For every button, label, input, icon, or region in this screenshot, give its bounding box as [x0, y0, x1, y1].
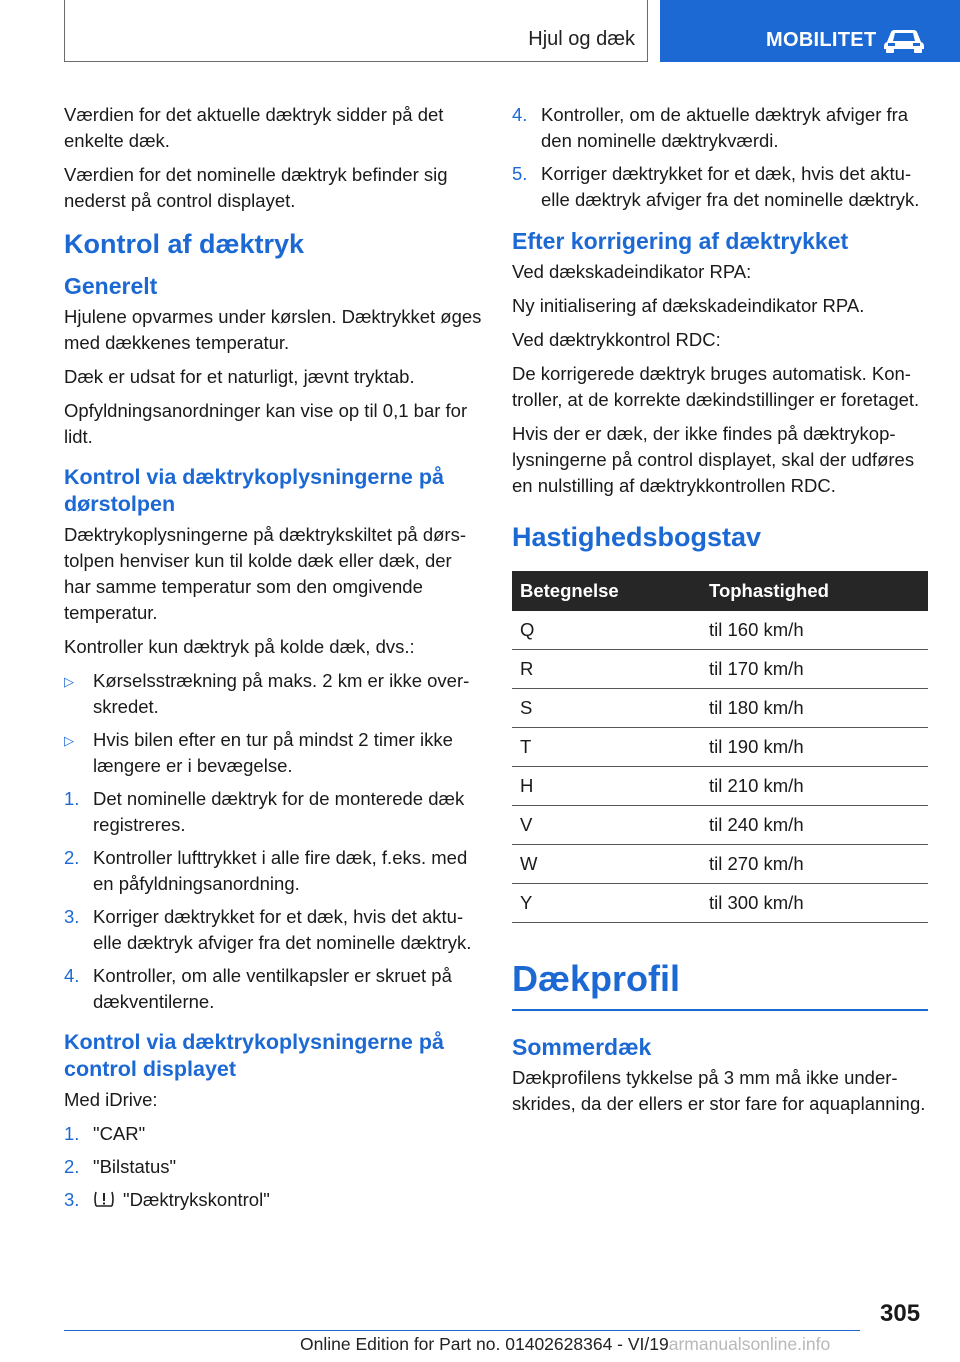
table-cell: til 210 km/h: [702, 767, 928, 806]
table-cell: T: [512, 728, 702, 767]
table-header-row: [512, 571, 928, 611]
chapter-tab: [660, 0, 960, 62]
footer-edition: [300, 1334, 830, 1355]
watermark: armanualsonline.info: [668, 1334, 831, 1354]
list-item: [64, 727, 482, 779]
intro-paragraph: Værdien for det nominelle dæktryk befinder sig nederst på control displayet.: [64, 164, 448, 211]
paragraph: Dæktrykoplysningerne på dæktrykskiltet på dørstolpen henviser kun til kolde dæk eller dæk, der har samme temperatur som den omgivende temperatur.: [64, 524, 467, 623]
list-number: 4.: [64, 965, 80, 986]
list-number: 3.: [64, 906, 80, 927]
list-item: [512, 161, 928, 213]
left-column: [64, 102, 482, 1220]
list-item: [512, 102, 928, 154]
paragraph: Dæk er udsat for et naturligt, jævnt tryktab.: [64, 366, 415, 387]
heading-profile: Dækprofil: [512, 958, 681, 999]
paragraph: Ny initialisering af dækskadeindikator RPA.: [512, 295, 865, 316]
speed-table: [512, 571, 928, 923]
table-cell: H: [512, 767, 702, 806]
paragraph: Kontroller kun dæktryk på kolde dæk, dvs.:: [64, 636, 415, 657]
edition-text: Online Edition for Part no. 01402628364 - VI/19: [300, 1334, 669, 1354]
right-column: [512, 102, 928, 1125]
list-item-text: Kontroller lufttrykket i alle fire dæk, f.eks. med en påfyldningsanordning.: [93, 847, 468, 894]
list-item: [64, 963, 482, 1015]
triangle-bullet-icon: ▷: [64, 733, 74, 748]
list-item-text: "Bilstatus": [93, 1156, 177, 1177]
paragraph: Dækprofilens tykkelse på 3 mm må ikke underskrides, da der ellers er stor fare for aquaplanning.: [512, 1067, 926, 1114]
section-title: Hjul og dæk: [528, 28, 635, 50]
page-number: 305: [880, 1300, 921, 1327]
list-item: [64, 1121, 482, 1147]
table-cell: Y: [512, 884, 702, 923]
car-icon: [882, 27, 926, 53]
heading-door: Kontrol via dæktrykoplysningerne på dørstolpen: [64, 465, 444, 516]
paragraph: Hjulene opvarmes under kørslen. Dæktrykket øges med dækkenes temperatur.: [64, 306, 482, 353]
column-header: Betegnelse: [512, 571, 702, 611]
paragraph: Ved dæktrykkontrol RDC:: [512, 329, 721, 350]
table-cell: til 300 km/h: [702, 884, 928, 923]
table-row: [512, 611, 928, 650]
heading-rule: [512, 1009, 928, 1011]
table-row: [512, 650, 928, 689]
list-item: [64, 668, 482, 720]
table-row: [512, 845, 928, 884]
table-cell: V: [512, 806, 702, 845]
table-cell: til 160 km/h: [702, 611, 928, 650]
table-cell: R: [512, 650, 702, 689]
list-item: [64, 1187, 482, 1213]
list-number: 1.: [64, 1123, 80, 1144]
table-cell: W: [512, 845, 702, 884]
table-row: [512, 728, 928, 767]
list-number: 2.: [64, 1156, 80, 1177]
list-item-text: Det nominelle dæktryk for de monterede dæk registreres.: [93, 788, 465, 835]
list-item-text: "Dæktrykskontrol": [123, 1189, 270, 1210]
table-row: [512, 884, 928, 923]
header-section-box: [64, 0, 648, 62]
heading-summer: Sommerdæk: [512, 1034, 652, 1060]
list-item: [64, 1154, 482, 1180]
table-cell: til 170 km/h: [702, 650, 928, 689]
heading-generelt: Generelt: [64, 273, 158, 299]
table-row: [512, 767, 928, 806]
heading-speed: Hastighedsbogstav: [512, 522, 762, 552]
list-item-text: Hvis bilen efter en tur på mindst 2 timer ikke længere er i bevægelse.: [93, 729, 453, 776]
tire-pressure-warning-icon: [93, 1189, 115, 1209]
table-row: [512, 689, 928, 728]
table-row: [512, 806, 928, 845]
table-cell: til 180 km/h: [702, 689, 928, 728]
table-cell: Q: [512, 611, 702, 650]
intro-paragraph: Værdien for det aktuelle dæktryk sidder på det enkelte dæk.: [64, 104, 444, 151]
heading-after: Efter korrigering af dæktrykket: [512, 228, 849, 254]
list-item-text: Kontroller, om de aktuelle dæktryk afviger fra den nominelle dæktrykværdi.: [541, 104, 909, 151]
list-item: [64, 904, 482, 956]
paragraph: Med iDrive:: [64, 1089, 158, 1110]
paragraph: Opfyldningsanordninger kan vise op til 0,1 bar for lidt.: [64, 400, 468, 447]
paragraph: Ved dækskadeindikator RPA:: [512, 261, 752, 282]
footer-rule: [64, 1330, 860, 1331]
heading-kontrol: Kontrol af dæktryk: [64, 229, 305, 259]
column-header: Tophastighed: [702, 571, 928, 611]
heading-display: Kontrol via dæktrykoplysningerne på control displayet: [64, 1030, 444, 1081]
list-number: 4.: [512, 104, 528, 125]
list-number: 2.: [64, 847, 80, 868]
list-item-text: "CAR": [93, 1123, 146, 1144]
list-item-text: Korriger dæktrykket for et dæk, hvis det aktuelle dæktryk afviger fra det nominelle dæktryk.: [541, 163, 920, 210]
triangle-bullet-icon: ▷: [64, 674, 74, 689]
table-cell: til 270 km/h: [702, 845, 928, 884]
list-item-text: Kontroller, om alle ventilkapsler er skruet på dækventilerne.: [93, 965, 452, 1012]
table-cell: S: [512, 689, 702, 728]
list-number: 1.: [64, 788, 80, 809]
list-item: [64, 786, 482, 838]
list-number: 3.: [64, 1189, 80, 1210]
list-number: 5.: [512, 163, 528, 184]
list-item-text: Kørselsstrækning på maks. 2 km er ikke overskredet.: [93, 670, 470, 717]
paragraph: Hvis der er dæk, der ikke findes på dæktrykoplysningerne på control displayet, skal der udføres en nulstilling af dæktrykkontrollen RDC.: [512, 423, 915, 496]
table-cell: til 190 km/h: [702, 728, 928, 767]
paragraph: De korrigerede dæktryk bruges automatisk. Kontroller, at de korrekte dækindstillinger er foretaget.: [512, 363, 920, 410]
list-item: [64, 845, 482, 897]
chapter-title: MOBILITET: [766, 29, 877, 51]
list-item-text: Korriger dæktrykket for et dæk, hvis det aktuelle dæktryk afviger fra det nominelle dæktryk.: [93, 906, 472, 953]
table-cell: til 240 km/h: [702, 806, 928, 845]
